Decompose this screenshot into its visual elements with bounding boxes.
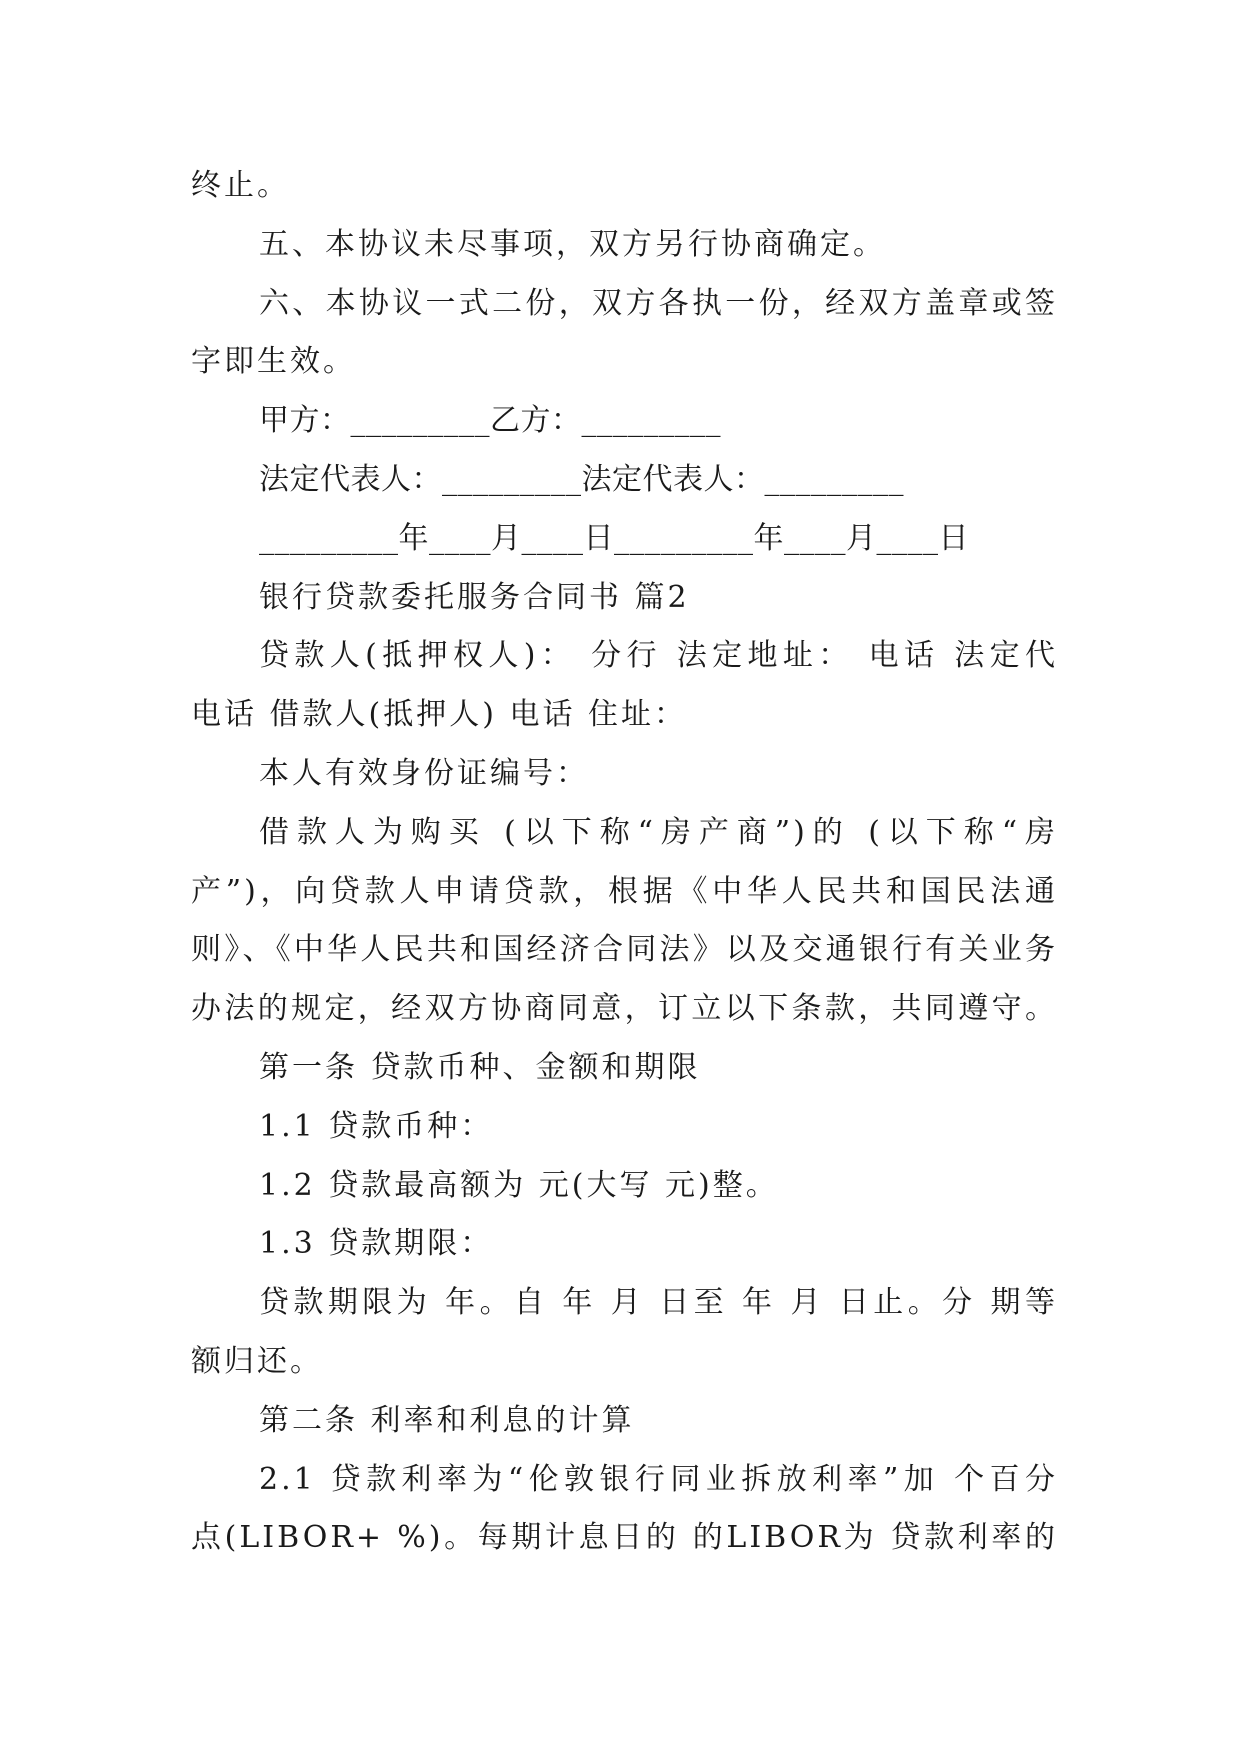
signature-line-date: _________年____月____日_________年____月____日 [259,520,969,556]
text-line: 五、本协议未尽事项，双方另行协商确定。 [259,226,886,262]
clause-line: 2.1 贷款利率为“伦敦银行同业拆放利率”加 个百分 [259,1461,1058,1497]
text-line: 六、本协议一式二份，双方各执一份，经双方盖章或签 [259,285,1058,321]
text-line: 贷款期限为 年。自 年 月 日至 年 月 日止。分 期等 [259,1285,1058,1321]
text-line: 则》、《中华人民共和国经济合同法》以及交通银行有关业务 [191,932,1058,968]
text-line: 终止。 [191,168,290,203]
text-line: 贷款人(抵押权人)： 分行 法定地址： 电话 法定代 [259,638,1058,674]
clause-line: 1.2 贷款最高额为 元(大写 元)整。 [259,1167,779,1203]
text-line: 本人有效身份证编号： [259,755,589,791]
text-line: 产”)，向贷款人申请贷款，根据《中华人民共和国民法通 [191,873,1058,909]
clause-line: 1.3 贷款期限： [259,1226,494,1262]
text-line: 借款人为购买 (以下称“房产商”)的 (以下称“房 [259,814,1058,850]
text-line: 电话 借款人(抵押人) 电话 住址： [191,697,688,733]
text-line: 额归还。 [191,1343,323,1379]
signature-line-representative: 法定代表人：_________法定代表人：_________ [259,461,904,497]
article-heading: 第二条 利率和利息的计算 [259,1402,635,1438]
text-line: 点(LIBOR+ %)。每期计息日的 的LIBOR为 贷款利率的 [191,1520,1058,1556]
document-page [191,157,1058,1568]
article-heading: 第一条 贷款币种、金额和期限 [259,1049,701,1085]
section-title: 银行贷款委托服务合同书 篇2 [259,579,690,615]
signature-line-party: 甲方：_________乙方：_________ [259,403,721,439]
text-line: 字即生效。 [191,344,356,380]
clause-line: 1.1 贷款币种： [259,1108,494,1144]
text-line: 办法的规定，经双方协商同意，订立以下条款，共同遵守。 [191,991,1058,1027]
